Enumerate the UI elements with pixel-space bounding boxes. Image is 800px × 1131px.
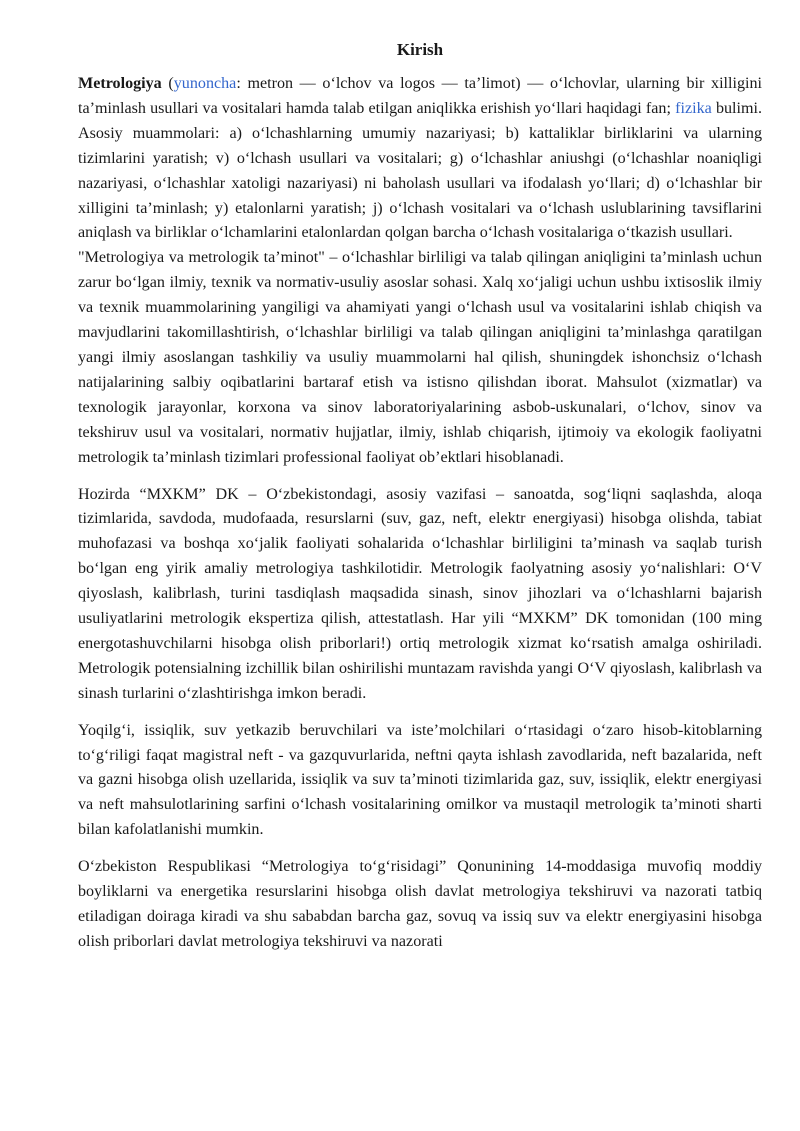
intro-open-paren: ( — [161, 75, 174, 92]
paragraph-qonun: Oʻzbekiston Respublikasi “Metrologiya toʻgʻrisidagi” Qonunining 14-moddasiga muvofiq moddiy boyliklarni va energetika resurslarini hisobga olish davlat metrologiya tekshiruvi va nazorati tatbiq etiladigan doiraga kiradi va shu sababdan barcha gaz, sovuq va issiq suv va elektr energiyasini hisobga olish priborlari davlat metrologiya tekshiruvi va nazorati — [78, 858, 762, 950]
paragraph-mxkm: Hozirda “MXKM” DK – Oʻzbekistondagi, asosiy vazifasi – sanoatda, sogʻliqni saqlashda, aloqa tizimlarida, savdoda, mudofaada, resurslarni (suv, gaz, neft, elektr energiyasi) hisobga olishda, tabiat muhofazasi va boshqa xoʻjalik faoliyati sohalarida oʻlchashlar birliligini taʼminash va saqlab turish boʻlgan eng yirik amaliy metrologiya tashkilotidir. Metrologik faolyatning asosiy yoʻnalishlari: OʻV qiyoslash, kalibrlash, turini tasdiqlash maqsadida sinash, sinov jihozlari va oʻlchashlarni bajarish usuliyatlarini metrologik ekspertiza qilish, attestatlash. Har yili “MXKM” DK tomonidan (100 ming energotashuvchilarni hisobga olish priborlari!) ortiq metrologik xizmat koʻrsatish amalga oshiriladi. Metrologik potensialning izchillik bilan oshirilishi muntazam ravishda yangi OʻV qiyoslash, kalibrlash va sinash turlarini oʻzlashtirishga imkon beradi. — [78, 485, 762, 702]
paragraph-hisob-kitoblar: Yoqilgʻi, issiqlik, suv yetkazib beruvchilari va isteʼmolchilari oʻrtasidagi oʻzaro hisob-kitoblarning toʻgʻriligi faqat magistral neft - va gazquvurlarida, neftni qayta ishlash zavodlarida, neft bazalarida, neft va gazni hisobga olish uzellarida, issiqlik va suv taʼminoti tizimlarida gaz, suv, issiqlik, elektr energiyasi va neft mahsulotlarining sarfini oʻlchash vositalarining omilkor va mustaqil metrologik taʼminoti sharti bilan kafolatlanishi mumkin. — [78, 721, 762, 839]
intro-paragraph — [78, 72, 762, 246]
term-metrologiya: Metrologiya — [78, 75, 162, 92]
link-yunoncha[interactable]: yunoncha — [173, 75, 237, 92]
link-fizika[interactable]: fizika — [675, 99, 712, 117]
page-title: Kirish — [396, 40, 444, 59]
intro-text-2: bulimi. Asosiy muammolari: a) oʻlchashlarning umumiy nazariyasi; b) kattaliklar birliklarini va ularning tizimlarini yaratish; v) oʻlchash usullari va vositalari; g) oʻlchashlar aniushgi (oʻlchashlar noaniqligi nazariyasi, oʻlchashlar xatoligi nazariyasi) ni baholash usullari va ifodalash yoʻllari; d) oʻlchashlar bir xilligini taʼminlash; y) etalonlarni yaratish; j) oʻlchash vositalari va oʻlchash uslublarining tavsiflarini aniqlash va birliklar oʻlchamlarini etalonlardan qolgan barcha oʻlchash vositalariga oʻtkazish usullari. — [78, 99, 763, 242]
document-page — [78, 38, 762, 955]
intro-text-1: : metron — oʻlchov va logos — taʼlimot) — oʻlchovlar, ularning bir xilligini taʼminlash usullari va vositalari hamda talab etilgan aniqlikka erishish yoʻllari haqidagi fan; — [78, 75, 762, 117]
paragraph-metrologik-taminot: "Metrologiya va metrologik taʼminot" – oʻlchashlar birliligi va talab qilingan aniqligini taʼminlash uchun zarur boʻlgan ilmiy, texnik va normativ-usuliy asoslar sohasi. Xalq xoʻjaligi uchun ushbu ixtisoslik ilmiy va texnik muammolarining yangiligi va ahamiyati yangi oʻlchash usul va vositalarini ishlab chiqish va mavjudlarini takomillashtirish, oʻlchashlar birliligi va talab qilingan aniqligini taʼminlashga qaratilgan yangi ilmiy asoslangan tashkiliy va usuliy muammolarni hal qilish, shuningdek ishonchsiz oʻlchash natijalarining salbiy oqibatlarini bartaraf etish va istisno qilishdan iborat. Mahsulot (xizmatlar) va texnologik jarayonlar, korxona va sinov laboratoriyalarining asbob-uskunalari, oʻlchov, sinov va tekshiruv usul va vositalari, normativ hujjatlar, ilmiy, ishlab chiqarish, ijtimoiy va ekologik faoliyatni metrologik taʼminlash tizimlari professional faoliyat obʼektlari hisoblanadi. — [78, 249, 762, 466]
